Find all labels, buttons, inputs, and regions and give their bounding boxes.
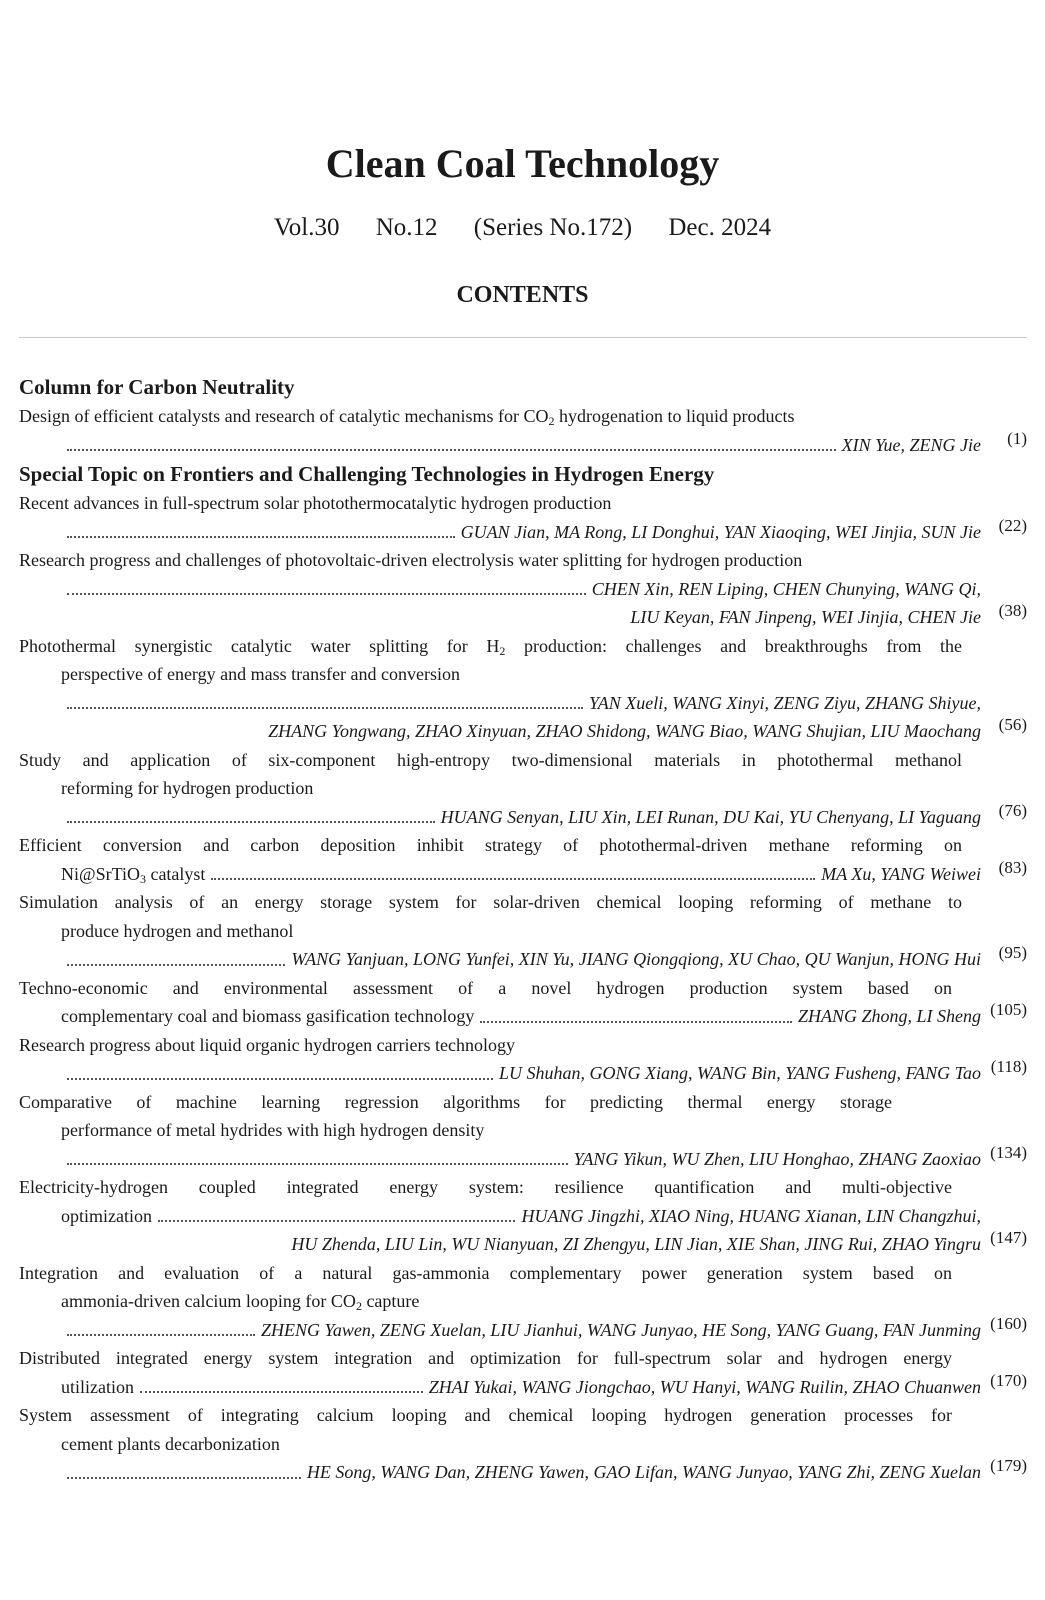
- entry-page: (83): [998, 857, 1027, 877]
- toc-entry[interactable]: [19, 632, 1027, 746]
- entry-authors: HE Song, WANG Dan, ZHENG Yawen, GAO Lifan, WANG Junyao, YANG Zhi, ZENG Xuelan: [306, 1462, 981, 1482]
- section-heading: Column for Carbon Neutrality: [19, 375, 295, 399]
- entry-authors: ZHANG Zhong, LI Sheng: [797, 1006, 981, 1026]
- entry-authors: ZHENG Yawen, ZENG Xuelan, LIU Jianhui, WANG Junyao, HE Song, YANG Guang, FAN Junming: [261, 1319, 981, 1340]
- entry-author-line: [19, 689, 1027, 718]
- entry-title: Integration and evaluation of a natural gas-ammonia complementary power generation system based on: [19, 1262, 952, 1283]
- toc-entry[interactable]: [19, 1031, 1027, 1088]
- entry-author-line: utilization ZHAI Yukai, WANG Jiongchao, WU Hanyi, WANG Ruilin, ZHAO Chuanwen (170): [19, 1373, 1027, 1402]
- section-heading: Special Topic on Frontiers and Challenging Technologies in Hydrogen Energy: [19, 462, 715, 486]
- header-divider: [19, 337, 1027, 338]
- entry-authors: HUANG Senyan, LIU Xin, LEI Runan, DU Kai, YU Chenyang, LI Yaguang: [440, 806, 981, 827]
- entry-title: performance of metal hydrides with high hydrogen density: [61, 1120, 485, 1140]
- volume: Vol.30: [273, 214, 340, 241]
- dot-leader: [67, 536, 455, 538]
- dot-leader: [67, 1477, 301, 1479]
- entry-title: Design of efficient catalysts and research of catalytic mechanisms for $CO_2$ hydrogenation to liquid products: [19, 406, 795, 428]
- entry-author-line: complementary coal and biomass gasification technology ZHANG Zhong, LI Sheng (105): [19, 1002, 1027, 1031]
- entry-title: Recent advances in full-spectrum solar photothermocatalytic hydrogen production: [19, 493, 612, 513]
- dot-leader: [67, 821, 435, 823]
- entry-author-line: optimization HUANG Jingzhi, XIAO Ning, HUANG Xianan, LIN Changzhui,: [19, 1202, 1027, 1231]
- entry-title: produce hydrogen and methanol: [61, 920, 294, 941]
- dot-leader: [67, 1334, 255, 1336]
- toc-entry[interactable]: [19, 1173, 1027, 1259]
- toc-entry[interactable]: [19, 746, 1027, 832]
- dot-leader: [67, 1163, 568, 1165]
- entry-author-line: [19, 1059, 1027, 1088]
- entry-title: Comparative of machine learning regression algorithms for predicting thermal energy storage: [19, 1091, 892, 1112]
- toc-entry[interactable]: [19, 1344, 1027, 1401]
- contents-heading: CONTENTS: [456, 282, 589, 308]
- entry-page: (38): [998, 601, 1027, 620]
- entry-author-line: [19, 575, 1027, 604]
- entry-title: cement plants decarbonization: [61, 1433, 280, 1454]
- toc-entry[interactable]: [19, 974, 1027, 1031]
- entry-page: (76): [998, 800, 1027, 820]
- dot-leader: [67, 1078, 493, 1080]
- entry-author-line: Ni@SrTiO$_3$ catalyst MA Xu, YANG Weiwei (83): [19, 860, 1027, 889]
- entry-author-line: [19, 1142, 1027, 1174]
- dot-leader: [67, 593, 586, 595]
- toc-entry[interactable]: [19, 831, 1027, 888]
- entry-authors: LU Shuhan, GONG Xiang, WANG Bin, YANG Fusheng, FANG Tao: [498, 1063, 981, 1083]
- series-number: (Series No.172): [473, 214, 633, 241]
- entry-page: (134): [990, 1142, 1027, 1162]
- entry-title: reforming for hydrogen production: [61, 778, 314, 798]
- entry-title: Study and application of six-component high-entropy two-dimensional materials in photothermal methanol: [19, 749, 962, 770]
- dot-leader: [67, 449, 836, 451]
- entry-author-line: [19, 515, 1027, 547]
- entry-authors: XIN Yue, ZENG Jie: [841, 434, 981, 455]
- entry-author-line: [19, 1313, 1027, 1345]
- entry-authors: MA Xu, YANG Weiwei: [821, 863, 981, 884]
- dot-leader: [480, 1021, 792, 1023]
- entry-authors: HUANG Jingzhi, XIAO Ning, HUANG Xianan, LIN Changzhui,: [521, 1205, 981, 1226]
- entry-page: (95): [998, 943, 1027, 962]
- entry-title: perspective of energy and mass transfer and conversion: [61, 664, 461, 684]
- entry-author-line: [19, 945, 1027, 974]
- dot-leader: [67, 707, 583, 709]
- toc-entry[interactable]: [19, 1259, 1027, 1345]
- entry-title: Distributed integrated energy system integration and optimization for full-spectrum solar and hydrogen energy: [19, 1348, 952, 1368]
- entry-authors: WANG Yanjuan, LONG Yunfei, XIN Yu, JIANG Qiongqiong, XU Chao, QU Wanjun, HONG Hui: [291, 949, 981, 969]
- table-of-contents: [19, 372, 1027, 1487]
- entry-author-line: [19, 1458, 1027, 1487]
- entry-page: (105): [990, 1000, 1027, 1019]
- dot-leader: [140, 1391, 423, 1393]
- entry-authors: LIU Keyan, FAN Jinpeng, WEI Jinjia, CHEN Jie: [630, 607, 981, 627]
- issue-line: [0, 214, 1045, 242]
- entry-title: System assessment of integrating calcium looping and chemical looping hydrogen generation processes for: [19, 1405, 952, 1425]
- entry-author-line: [19, 428, 1027, 460]
- dot-leader: [158, 1220, 516, 1222]
- entry-title: Techno-economic and environmental assessment of a novel hydrogen production system based on: [19, 977, 952, 998]
- entry-page: (1): [1007, 428, 1027, 448]
- entry-page: (170): [990, 1370, 1027, 1390]
- entry-page: (118): [990, 1057, 1027, 1076]
- toc-entry[interactable]: [19, 489, 1027, 546]
- entry-authors: YAN Xueli, WANG Xinyi, ZENG Ziyu, ZHANG Shiyue,: [589, 692, 981, 713]
- entry-author-line: [19, 1230, 1027, 1259]
- toc-entry[interactable]: [19, 1088, 1027, 1174]
- issue-date: Dec. 2024: [668, 214, 772, 241]
- entry-title: Simulation analysis of an energy storage system for solar-driven chemical looping reforming of methane to: [19, 892, 962, 912]
- entry-authors: YANG Yikun, WU Zhen, LIU Honghao, ZHANG Zaoxiao: [573, 1148, 981, 1169]
- journal-title: Clean Coal Technology: [325, 141, 720, 186]
- entry-title: ammonia-driven calcium looping for $CO_2$ capture: [61, 1291, 420, 1313]
- entry-authors: CHEN Xin, REN Liping, CHEN Chunying, WANG Qi,: [591, 578, 981, 599]
- entry-title: Electricity-hydrogen coupled integrated energy system: resilience quantification and multi-objective: [19, 1177, 952, 1197]
- toc-entry[interactable]: [19, 1401, 1027, 1487]
- entry-page: (179): [990, 1456, 1027, 1475]
- entry-title: Photothermal synergistic catalytic water splitting for $H_2$ production: challenges and breakthroughs from the: [19, 635, 962, 658]
- entry-page: (56): [998, 715, 1027, 734]
- entry-authors: ZHANG Yongwang, ZHAO Xinyuan, ZHAO Shidong, WANG Biao, WANG Shujian, LIU Maochang: [268, 721, 981, 741]
- toc-entry[interactable]: [19, 888, 1027, 974]
- entry-title: Efficient conversion and carbon deposition inhibit strategy of photothermal-driven methane reforming on: [19, 835, 962, 855]
- issue-number: No.12: [375, 214, 438, 241]
- entry-author-line: [19, 717, 1027, 746]
- entry-author-line: [19, 800, 1027, 832]
- entry-page: (160): [990, 1313, 1027, 1333]
- entry-page: (147): [990, 1228, 1027, 1247]
- entry-authors: ZHAI Yukai, WANG Jiongchao, WU Hanyi, WANG Ruilin, ZHAO Chuanwen: [428, 1376, 981, 1397]
- toc-entry[interactable]: [19, 402, 1027, 459]
- dot-leader: [67, 964, 285, 966]
- entry-author-line: [19, 603, 1027, 632]
- entry-page: (22): [998, 515, 1027, 535]
- entry-authors: GUAN Jian, MA Rong, LI Donghui, YAN Xiaoqing, WEI Jinjia, SUN Jie: [460, 521, 981, 542]
- entry-title: Research progress and challenges of photovoltaic-driven electrolysis water splitting for hydrogen production: [19, 550, 803, 570]
- entry-title: Research progress about liquid organic hydrogen carriers technology: [19, 1034, 516, 1055]
- toc-entry[interactable]: [19, 546, 1027, 632]
- entry-authors: HU Zhenda, LIU Lin, WU Nianyuan, ZI Zhengyu, LIN Jian, XIE Shan, JING Rui, ZHAO Yingru: [291, 1234, 981, 1254]
- dot-leader: [211, 878, 815, 880]
